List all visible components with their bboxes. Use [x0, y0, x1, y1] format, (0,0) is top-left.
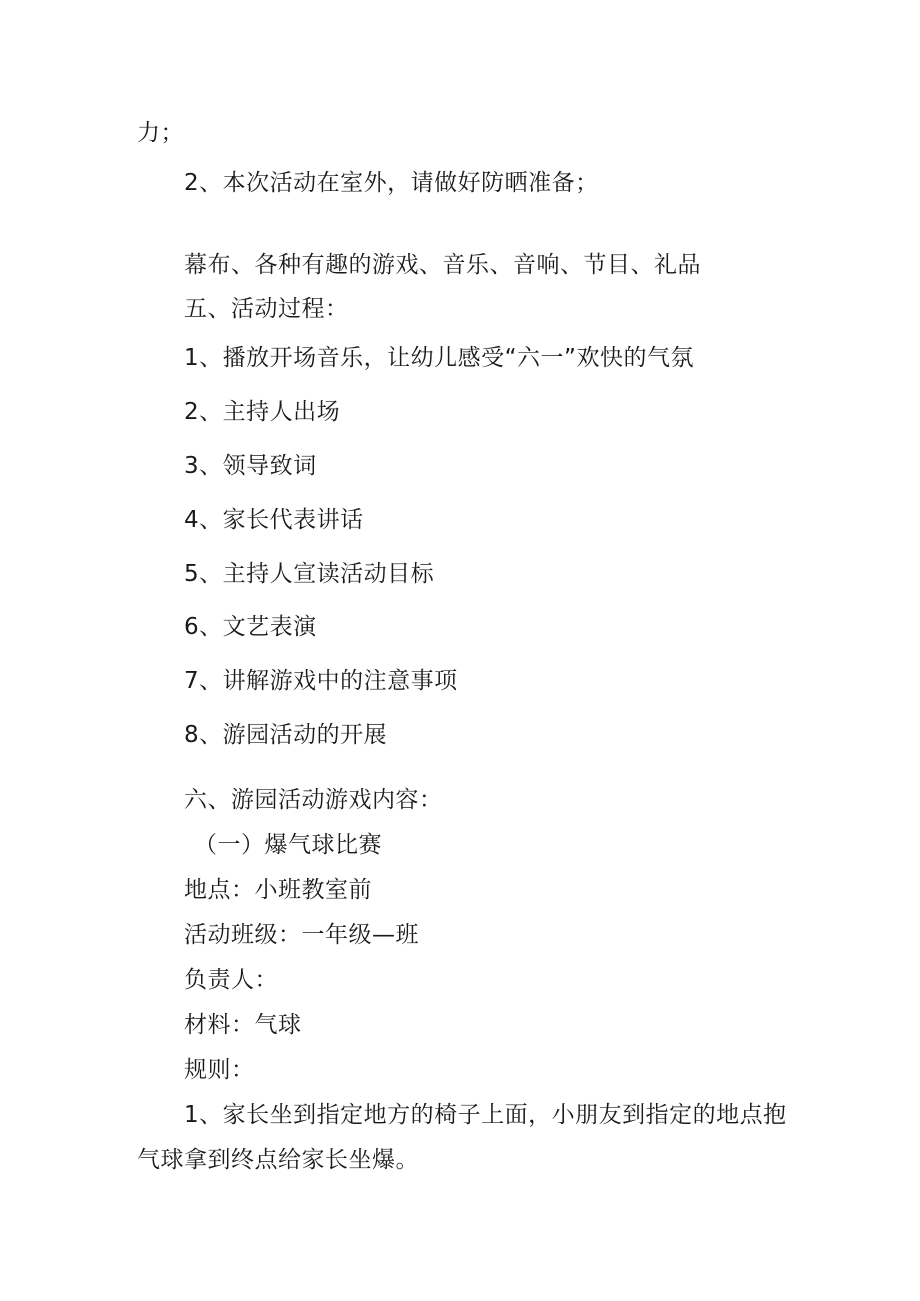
text-line: 材料：气球 — [184, 1012, 302, 1038]
subsection-heading: （一）爆气球比赛 — [194, 832, 382, 858]
list-item: 8、游园活动的开展 — [184, 722, 388, 748]
list-item: 6、文艺表演 — [184, 614, 317, 640]
text-line: 规则： — [184, 1057, 255, 1083]
text-line: 幕布、各种有趣的游戏、音乐、音响、节目、礼品 — [184, 252, 701, 278]
section-heading: 六、游园活动游戏内容： — [184, 787, 443, 813]
text-line: 力； — [137, 120, 184, 146]
list-item: 1、播放开场音乐，让幼儿感受“六一”欢快的气氛 — [184, 345, 694, 371]
text-line: 气球拿到终点给家长坐爆。 — [137, 1147, 419, 1173]
text-line: 1、家长坐到指定地方的椅子上面，小朋友到指定的地点抱 — [184, 1102, 787, 1128]
text-line: 地点：小班教室前 — [184, 877, 372, 903]
text-line: 2、本次活动在室外，请做好防晒准备； — [184, 170, 599, 196]
section-heading: 五、活动过程： — [184, 296, 349, 322]
list-item: 4、家长代表讲话 — [184, 507, 364, 533]
list-item: 5、主持人宣读活动目标 — [184, 561, 435, 587]
list-item: 3、领导致词 — [184, 453, 317, 479]
list-item: 2、主持人出场 — [184, 399, 341, 425]
text-line: 负责人： — [184, 967, 278, 993]
text-line: 活动班级：一年级—班 — [184, 922, 419, 948]
list-item: 7、讲解游戏中的注意事项 — [184, 668, 458, 694]
